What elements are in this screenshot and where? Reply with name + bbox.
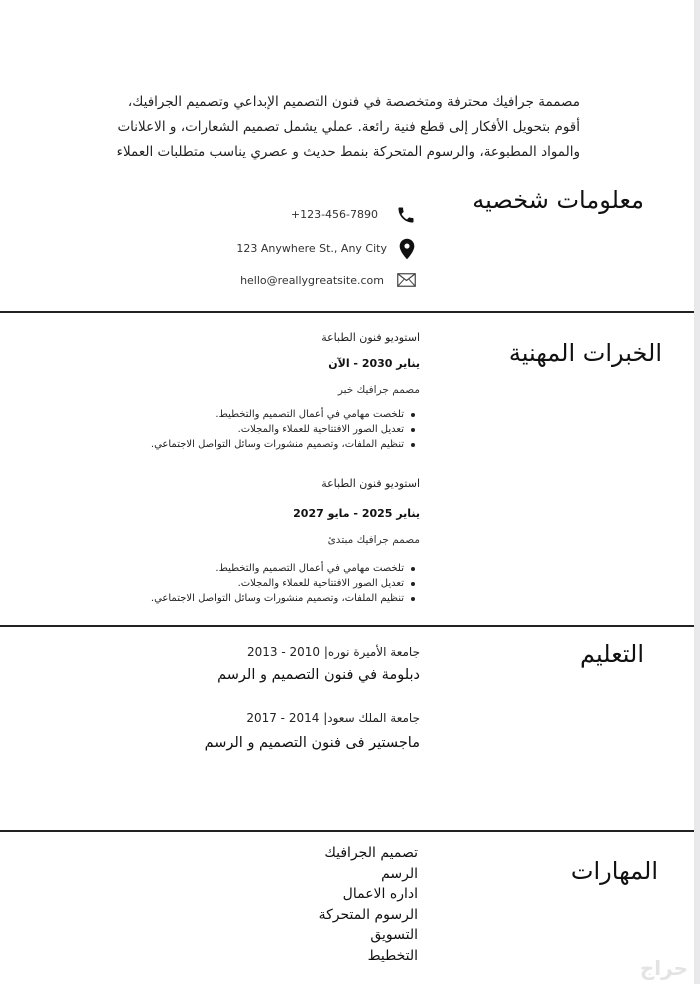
job-tasks [100,561,420,606]
section-divider [0,830,694,832]
job-tasks [100,407,420,452]
personal-info-title: معلومات شخصيه [472,186,644,214]
job-task: تعديل الصور الافتتاحية للعملاء والمجلات. [100,422,404,437]
summary-line: أقوم بتحويل الأفكار إلى قطع فنية رائعة. عملي يشمل تصميم الشعارات، و الاعلانات [117,119,580,135]
education-title: التعليم [580,640,644,668]
job-role: مصمم جرافيك خبر [337,384,420,396]
education-degree: دبلومة في فنون التصميم و الرسم [217,667,420,683]
skill-item: التسويق [370,927,418,943]
job-entry [100,473,420,606]
address: 123 Anywhere St., Any City [236,242,387,255]
section-divider [0,625,694,627]
job-task: تعديل الصور الافتتاحية للعملاء والمجلات. [100,576,404,591]
skill-item: التخطيط [367,947,418,964]
skills-list [319,843,418,966]
skill-item: الرسم [381,865,418,882]
job-company: استوديو فنون الطباعة [321,331,420,344]
skill-item: تصميم الجرافيك [324,845,418,861]
location-pin-icon [398,238,416,260]
education-header: جامعة الملك سعود| 2014 - 2017 [246,711,420,725]
job-task: تنظيم الملفات، وتصميم منشورات وسائل التواصل الاجتماعي. [100,591,404,606]
skill-item: اداره الاعمال [342,886,418,902]
education-header: جامعة الأميرة نوره| 2010 - 2013 [246,645,420,659]
job-entry [100,327,420,452]
section-divider [0,311,694,313]
watermark-logo: حراج [639,956,688,980]
summary-line: مصممة جرافيك محترفة ومتخصصة في فنون التصميم الإبداعي وتصميم الجرافيك، [127,94,580,110]
experience-title: الخبرات المهنية [508,339,662,367]
job-role: مصمم جرافيك مبتدئ [327,534,420,546]
mail-icon [397,273,416,287]
skills-title: المهارات [570,857,658,885]
page-edge [694,0,700,984]
job-task: تلخصت مهامي في أعمال التصميم والتخطيط. [100,561,404,576]
phone-number: +123-456-7890 [290,208,378,221]
job-task: تلخصت مهامي في أعمال التصميم والتخطيط. [100,407,404,422]
job-company: استوديو فنون الطباعة [321,477,420,490]
job-task: تنظيم الملفات، وتصميم منشورات وسائل التواصل الاجتماعي. [100,437,404,452]
email-address: hello@reallygreatsite.com [240,274,384,287]
education-degree: ماجستير فى فنون التصميم و الرسم [204,735,420,751]
profile-summary [80,90,580,165]
phone-icon [396,205,416,225]
job-period: يناير 2030 - الآن [328,357,420,370]
summary-line: والمواد المطبوعة، والرسوم المتحركة بنمط حديث و عصري يناسب متطلبات العملاء [116,144,580,160]
job-period: يناير 2025 - مايو 2027 [293,507,420,520]
skill-item: الرسوم المتحركة [318,906,418,923]
